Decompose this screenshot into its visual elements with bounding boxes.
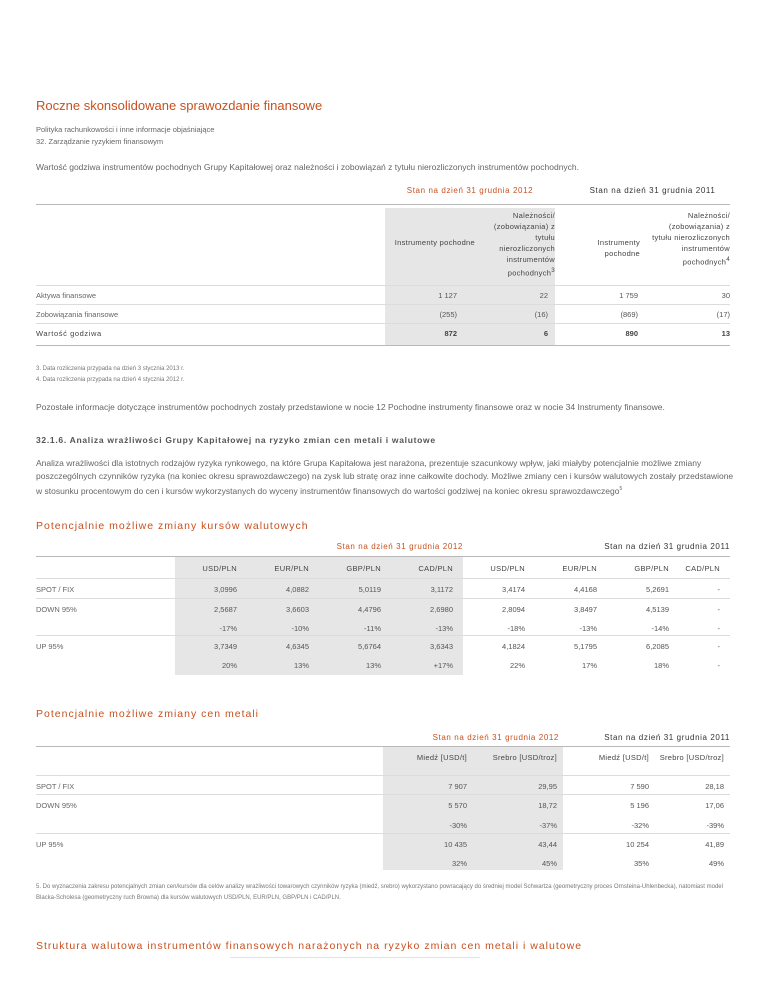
table-cell: 18,72 [538, 801, 557, 810]
table-cell: 30 [721, 291, 730, 300]
bottom-section-heading: Struktura walutowa instrumentów finansowych narażonych na ryzyko zmian cen metali i walutowe [36, 940, 583, 952]
table-cell: 4,6345 [286, 642, 309, 651]
table-cell: -30% [449, 821, 467, 830]
table-cell: 1 127 [438, 291, 457, 300]
table-cell: 4,4168 [574, 585, 597, 594]
divider [36, 635, 730, 636]
table-cell: -18% [507, 624, 525, 633]
table-cell: 3,6603 [286, 605, 309, 614]
col-instruments-2011: Instrumenty pochodne [597, 238, 640, 258]
divider [36, 204, 730, 205]
metals-col-header: Srebro [USD/troz] [492, 753, 557, 762]
table-cell: 2,5687 [214, 605, 237, 614]
row-label: UP 95% [36, 642, 64, 651]
subsection-heading: 32.1.6. Analiza wrażliwości Grupy Kapitałowej na ryzyko zmian cen metali i walutowe [36, 435, 436, 445]
fx-period-2012: Stan na dzień 31 grudnia 2012 [336, 542, 463, 551]
table-cell: 2,6980 [430, 605, 453, 614]
divider [36, 323, 730, 324]
table-cell: 17,06 [705, 801, 724, 810]
table-cell: 4,1824 [502, 642, 525, 651]
divider [36, 578, 730, 579]
table-cell: 32% [451, 859, 467, 868]
metals-col-header: Miedź [USD/t] [598, 753, 649, 762]
table-cell: 3,4174 [502, 585, 525, 594]
table-cell: 41,89 [705, 840, 724, 849]
footnote-4: 4. Data rozliczenia przypada na dzień 4 stycznia 2012 r. [36, 377, 185, 383]
table-cell: 4,4796 [358, 605, 381, 614]
footnote-3: 3. Data rozliczenia przypada na dzień 3 stycznia 2013 r. [36, 366, 185, 372]
table-cell: -17% [219, 624, 237, 633]
divider [36, 598, 730, 599]
table-cell: 29,95 [538, 782, 557, 791]
table-cell: 22% [509, 661, 525, 670]
table-cell: 35% [633, 859, 649, 868]
row-label: Zobowiązania finansowe [36, 310, 119, 319]
table-cell: 7 907 [448, 782, 467, 791]
table-cell: 45% [541, 859, 557, 868]
table-cell: 4,0882 [286, 585, 309, 594]
table-cell: 10 435 [444, 840, 467, 849]
table-cell: 18% [653, 661, 669, 670]
table-cell: 13 [721, 329, 730, 338]
divider [36, 775, 730, 776]
table-cell: - [717, 605, 720, 614]
divider [36, 556, 730, 557]
table-cell: 7 590 [630, 782, 649, 791]
fx-col-header: GBP/PLN [634, 564, 669, 573]
notes-paragraph: Pozostałe informacje dotyczące instrumentów pochodnych zostały przedstawione w nocie 12 Pochodne instrumenty finansowe oraz w nocie 34 Instrumenty finansowe. [36, 402, 665, 412]
table-cell: 872 [444, 329, 457, 338]
table-cell: 3,0996 [214, 585, 237, 594]
metals-section-heading: Potencjalnie możliwe zmiany cen metali [36, 708, 259, 720]
row-label: DOWN 95% [36, 605, 77, 614]
footnote-5: 5. Do wyznaczenia zakresu potencjalnych zmian cen/kursów dla celów analizy wrażliwości towarowych czynników ryzyka (miedź, srebro) wykorzystano powracający do średniej model Schwartza (geometryczny proces Ornsteina-Uhlenbecka), natomiast model Blacka-Scholesa (geometryczny ruch Browna) dla kursów walutowych USD/PLN, EUR/PLN, GBP/PLN i CAD/PLN. [36, 884, 723, 901]
divider [36, 746, 730, 747]
fx-col-header: CAD/PLN [685, 564, 720, 573]
sensitivity-paragraph [36, 457, 736, 498]
table-cell: (255) [439, 310, 457, 319]
divider [36, 833, 730, 834]
divider [36, 794, 730, 795]
page-title: Roczne skonsolidowane sprawozdanie finansowe [36, 98, 323, 113]
table-cell: 1 759 [619, 291, 638, 300]
table-cell: 5,1795 [574, 642, 597, 651]
col-receivables-2012 [478, 210, 555, 279]
footnote-ref-3: 3 [551, 267, 555, 274]
col-instruments-2012: Instrumenty pochodne [394, 238, 475, 247]
table-cell: 5 570 [448, 801, 467, 810]
metals-period-2012: Stan na dzień 31 grudnia 2012 [432, 733, 559, 742]
fx-col-header: GBP/PLN [346, 564, 381, 573]
table-cell: 28,18 [705, 782, 724, 791]
breadcrumb-subsection: 32. Zarządzanie ryzykiem finansowym [36, 137, 164, 146]
table-cell: 17% [581, 661, 597, 670]
period-2012-header: Stan na dzień 31 grudnia 2012 [406, 186, 534, 195]
col-receivables-2012-text: Należności/ (zobowiązania) z tytułu nierozliczonych instrumentów pochodnych [493, 211, 555, 278]
fx-col-header: EUR/PLN [562, 564, 597, 573]
sensitivity-text: Analiza wrażliwości dla istotnych rodzajów ryzyka rynkowego, na które Grupa Kapitałowa jest narażona, prezentuje szacunkowy wpływ, jaki miałyby potencjalnie możliwe zmiany poszczególnych czynników ryzyka (na koniec okresu sprawozdawczego) na zysk lub stratę oraz inne całkowite dochody. Możliwe zmiany cen i kursów walutowych zostały przedstawione w stosunku procentowym do cen i kursów wykorzystanych do wyceny instrumentów finansowych do wartości godziwej na koniec okresu sprawozdawczego [36, 458, 734, 496]
row-label: DOWN 95% [36, 801, 77, 810]
table-cell: - [717, 661, 720, 670]
metals-period-2011: Stan na dzień 31 grudnia 2011 [604, 733, 730, 742]
fx-col-header: EUR/PLN [274, 564, 309, 573]
table-cell: 3,8497 [574, 605, 597, 614]
fx-section-heading: Potencjalnie możliwe zmiany kursów walutowych [36, 520, 309, 532]
table-cell: 2,8094 [502, 605, 525, 614]
table-cell: (17) [716, 310, 730, 319]
divider [36, 304, 730, 305]
table-cell: (16) [534, 310, 548, 319]
fx-col-header: USD/PLN [490, 564, 525, 573]
footnote-ref-5: 5 [619, 486, 623, 492]
table-cell: -13% [579, 624, 597, 633]
period-2011-header: Stan na dzień 31 grudnia 2011 [589, 186, 716, 195]
table-cell: 890 [625, 329, 638, 338]
row-label: SPOT / FIX [36, 782, 75, 791]
col-receivables-2011-text: Należności/ (zobowiązania) z tytułu nierozliczonych instrumentów pochodnych [652, 211, 730, 267]
table-cell: -11% [364, 624, 381, 633]
table-cell: (869) [620, 310, 638, 319]
table-cell: 5,2691 [646, 585, 669, 594]
table-cell: 43,44 [538, 840, 557, 849]
table-cell: -37% [539, 821, 557, 830]
table-cell: - [717, 624, 720, 633]
table-cell: 3,1172 [430, 585, 453, 594]
table-cell: 4,5139 [646, 605, 669, 614]
table-cell: 22 [539, 291, 548, 300]
row-label: UP 95% [36, 840, 64, 849]
divider [230, 957, 480, 958]
table-cell: 20% [221, 661, 237, 670]
row-label: SPOT / FIX [36, 585, 75, 594]
table-cell: -13% [435, 624, 453, 633]
table-cell: 3,7349 [214, 642, 237, 651]
col-receivables-2011 [648, 210, 730, 268]
table-cell: 5 196 [630, 801, 649, 810]
breadcrumb-section: Polityka rachunkowości i inne informacje objaśniające [36, 125, 215, 134]
fx-col-header: USD/PLN [202, 564, 237, 573]
metals-col-header: Miedź [USD/t] [416, 753, 467, 762]
metals-col-header: Srebro [USD/troz] [659, 753, 724, 762]
intro-text: Wartość godziwa instrumentów pochodnych Grupy Kapitałowej oraz należności i zobowiązań z tytułu nierozliczonych instrumentów pochodnych. [36, 162, 580, 172]
footnote-ref-4: 4 [726, 256, 730, 263]
table-cell: -32% [631, 821, 649, 830]
table-cell: 5,6764 [358, 642, 381, 651]
table-cell: 13% [365, 661, 381, 670]
table-cell: 49% [708, 859, 724, 868]
fx-col-header: CAD/PLN [418, 564, 453, 573]
table-cell: -39% [706, 821, 724, 830]
table-cell: -14% [651, 624, 669, 633]
table-cell: 5,0119 [358, 585, 381, 594]
table-cell: 6,2085 [646, 642, 669, 651]
table-cell: 13% [293, 661, 309, 670]
table-cell: +17% [433, 661, 453, 670]
divider [36, 285, 730, 286]
table-cell: 3,6343 [430, 642, 453, 651]
table-cell: 6 [543, 329, 548, 338]
row-label: Aktywa finansowe [36, 291, 97, 300]
table-cell: -10% [291, 624, 309, 633]
row-label-total: Wartość godziwa [36, 329, 102, 338]
table-cell: 10 254 [626, 840, 649, 849]
table-cell: - [717, 642, 720, 651]
divider [36, 345, 730, 346]
fx-period-2011: Stan na dzień 31 grudnia 2011 [604, 542, 730, 551]
table-cell: - [717, 585, 720, 594]
